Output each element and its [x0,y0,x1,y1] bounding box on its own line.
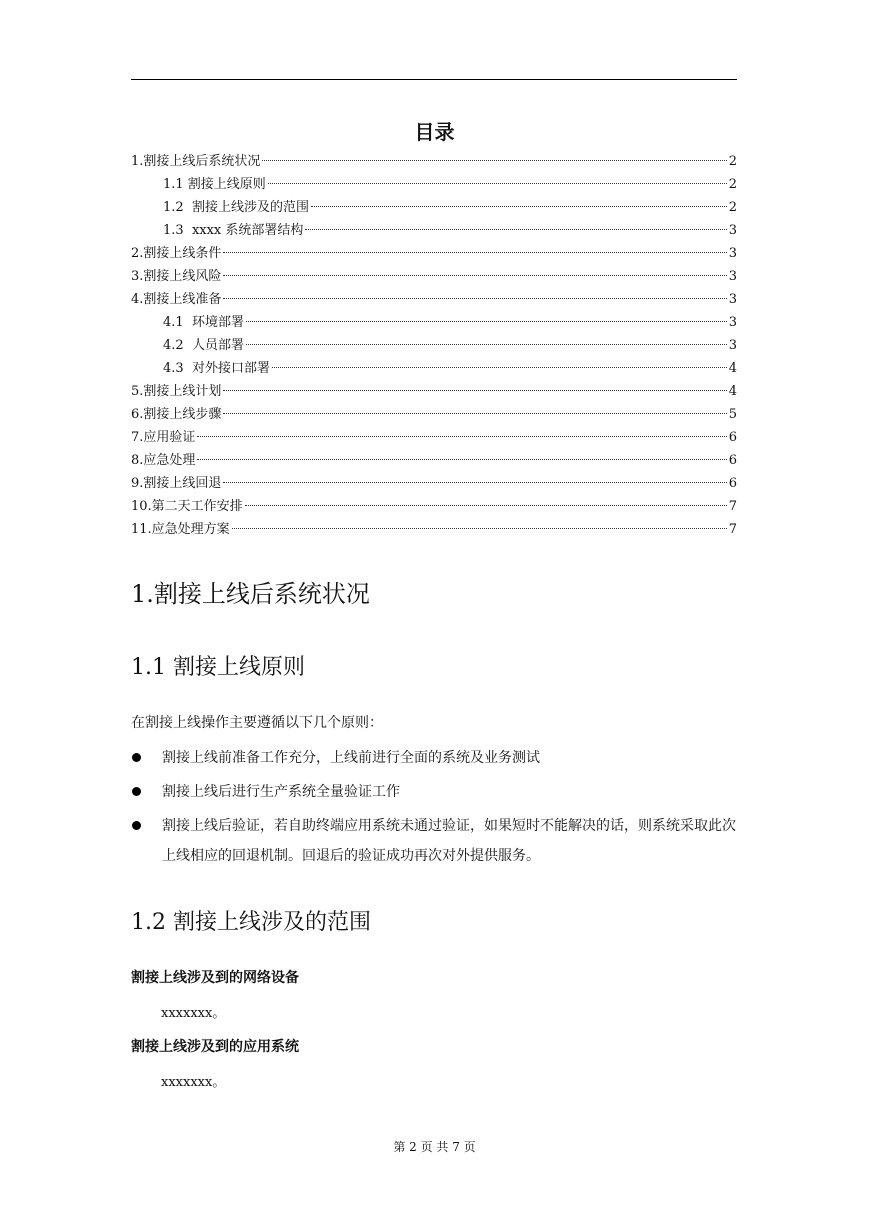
toc-leader-dots [223,413,726,414]
toc-entry-page: 4 [728,384,737,399]
toc-leader-dots [223,298,726,299]
toc-entry-label: 1.2 割接上线涉及的范围 [163,200,309,215]
list-item [131,811,741,871]
toc-leader-dots [223,275,726,276]
toc-entry-label: 4.1 环境部署 [163,315,244,330]
toc-entry[interactable] [131,495,737,518]
toc-title: 目录 [414,120,455,144]
toc-leader-dots [311,206,727,207]
section-heading-1-2: 1.2 割接上线涉及的范围 [131,910,371,935]
section-heading-1: 1.割接上线后系统状况 [131,580,370,608]
toc-entry-label: 8.应急处理 [131,453,196,468]
toc-entry-label: 4.割接上线准备 [131,292,222,307]
toc-leader-dots [223,390,726,391]
toc-entry[interactable] [131,196,737,219]
toc-entry[interactable] [131,518,737,541]
app-systems-subheading: 割接上线涉及到的应用系统 [131,1039,299,1055]
toc-leader-dots [262,160,726,161]
principles-list [131,743,741,875]
toc-leader-dots [246,344,727,345]
toc-entry-label: 7.应用验证 [131,430,196,445]
section-heading-1-1: 1.1 割接上线原则 [131,655,305,680]
toc-leader-dots [272,367,727,368]
toc-entry-page: 6 [728,476,737,491]
toc-leader-dots [223,482,726,483]
page-footer: 第 2 页 共 7 页 [393,1140,476,1154]
toc-entry-label: 5.割接上线计划 [131,384,222,399]
toc-entry-label: 4.3 对外接口部署 [163,361,270,376]
toc-leader-dots [232,528,727,529]
bullet-icon [132,787,141,796]
toc-entry-page: 4 [728,361,737,376]
intro-paragraph: 在割接上线操作主要遵循以下几个原则： [131,715,383,731]
toc-entry[interactable] [131,472,737,495]
toc-leader-dots [197,436,726,437]
toc-entry[interactable] [131,311,737,334]
list-item [131,777,741,807]
toc-entry-page: 3 [728,269,737,284]
toc-entry-page: 3 [728,338,737,353]
toc-entry-page: 3 [728,223,737,238]
toc-entry-label: 11.应急处理方案 [131,522,230,537]
toc-entry-page: 3 [728,292,737,307]
list-item-text: 割接上线后验证，若自助终端应用系统未通过验证，如果短时不能解决的话，则系统采取此次上线相应的回退机制。回退后的验证成功再次对外提供服务。 [162,818,736,864]
toc-leader-dots [197,459,726,460]
toc-entry[interactable] [131,426,737,449]
toc-entry[interactable] [131,380,737,403]
toc-entry[interactable] [131,403,737,426]
toc-entry[interactable] [131,334,737,357]
toc-entry-label: 3.割接上线风险 [131,269,222,284]
toc-entry-page: 6 [728,453,737,468]
toc-entry-page: 7 [728,522,737,537]
toc-entry-label: 1.割接上线后系统状况 [131,154,261,169]
toc-entry-label: 2.割接上线条件 [131,246,222,261]
toc-entry-page: 2 [728,177,737,192]
toc-entry-label: 1.3 xxxx 系统部署结构 [163,223,304,238]
toc-entry-page: 7 [728,499,737,514]
toc-entry[interactable] [131,265,737,288]
toc-entry[interactable] [131,288,737,311]
toc-entry-label: 9.割接上线回退 [131,476,222,491]
toc-leader-dots [245,505,727,506]
list-item [131,743,741,773]
bullet-icon [132,753,141,762]
toc-entry-label: 4.2 人员部署 [163,338,244,353]
toc-entry[interactable] [131,173,737,196]
header-rule [131,79,737,80]
toc-entry-page: 2 [728,200,737,215]
toc-entry-label: 1.1 割接上线原则 [163,177,266,192]
toc-leader-dots [268,183,727,184]
network-devices-body: xxxxxxx。 [161,1006,226,1021]
list-item-text: 割接上线前准备工作充分，上线前进行全面的系统及业务测试 [162,750,540,766]
toc-entry-page: 3 [728,246,737,261]
toc-leader-dots [305,229,726,230]
toc-entry[interactable] [131,150,737,173]
toc-entry-label: 10.第二天工作安排 [131,499,243,514]
toc-leader-dots [223,252,726,253]
network-devices-subheading: 割接上线涉及到的网络设备 [131,970,299,986]
list-item-text: 割接上线后进行生产系统全量验证工作 [162,784,400,800]
toc-entry[interactable] [131,449,737,472]
table-of-contents [131,150,737,541]
bullet-icon [132,821,141,830]
toc-entry-page: 6 [728,430,737,445]
toc-leader-dots [246,321,727,322]
toc-entry-page: 5 [728,407,737,422]
toc-entry[interactable] [131,242,737,265]
toc-entry-page: 3 [728,315,737,330]
toc-entry[interactable] [131,219,737,242]
app-systems-body: xxxxxxx。 [161,1075,226,1090]
toc-entry[interactable] [131,357,737,380]
toc-entry-page: 2 [728,154,737,169]
toc-entry-label: 6.割接上线步骤 [131,407,222,422]
